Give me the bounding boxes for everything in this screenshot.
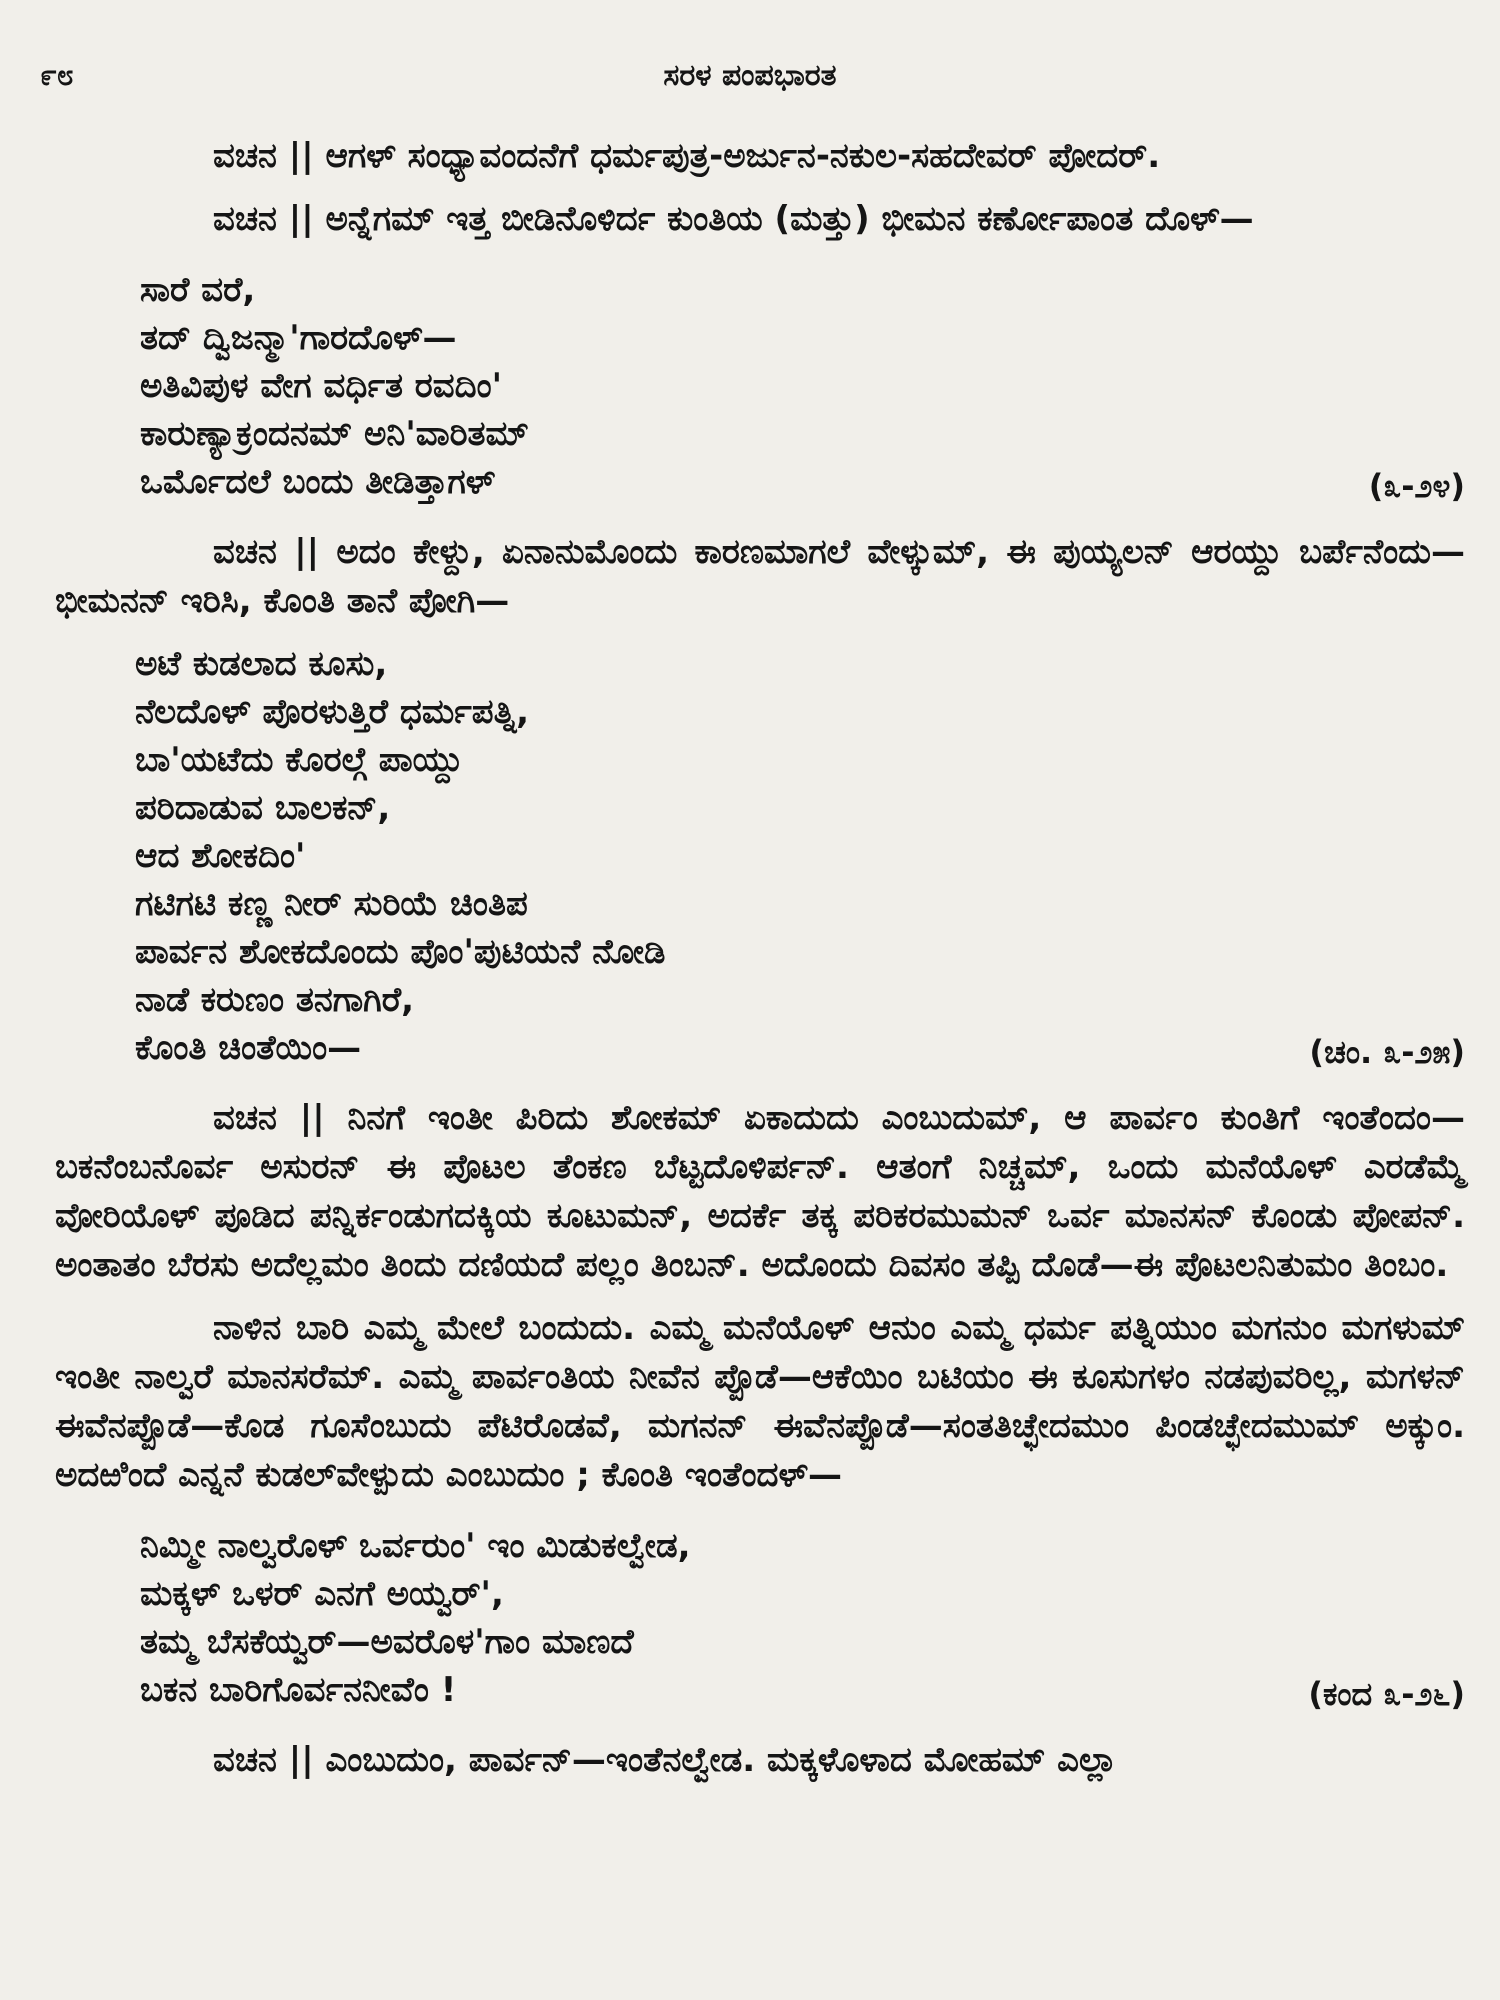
verse-line: ನಾಡೆ ಕರುಣಂ ತನಗಾಗಿರೆ,	[135, 980, 415, 1020]
verse-reference: (ಕಂದ ೩-೨೬)	[1308, 1675, 1465, 1713]
verse-line: ಕಾರುಣ್ಯಾಕ್ರಂದನಮ್ ಅನಿ'ವಾರಿತಮ್	[140, 414, 529, 454]
page-body	[55, 132, 1465, 1785]
verse-line: ಬಕನ ಬಾರಿಗೊರ್ವನನೀವೆಂ !	[140, 1670, 457, 1710]
verse-line: ಆದ ಶೋಕದಿಂ'	[135, 836, 306, 876]
verse-block-1	[55, 266, 1465, 506]
verse-reference: (ಚಂ. ೩-೨೫)	[1309, 1033, 1465, 1071]
verse-line: ಗಟಿಗಟಿ ಕಣ್ಣ ನೀರ್ ಸುರಿಯೆ ಚಿಂತಿಪ	[135, 884, 528, 924]
verse-line: ಮಕ್ಕಳ್ ಒಳರ್ ಎನಗೆ ಅಯ್ವರ್',	[140, 1574, 504, 1614]
verse-line: ಪಾರ್ವನ ಶೋಕದೊಂದು ಪೊಂ'ಪುಟಿಯನೆ ನೋಡಿ	[135, 932, 666, 972]
verse-reference: (೩-೨೪)	[1368, 467, 1465, 505]
verse-line: ಸಾರೆ ವರೆ,	[140, 270, 256, 310]
verse-line: ತಮ್ಮ ಬೆಸಕೆಯ್ವರ್—ಅವರೊಳ'ಗಾಂ ಮಾಣದೆ	[140, 1622, 634, 1662]
verse-line: ಅತಿವಿಪುಳ ವೇಗ ವರ್ಧಿತ ರವದಿಂ'	[140, 366, 503, 406]
verse-block-2	[55, 640, 1465, 1072]
prose-paragraph-6: ವಚನ || ಎಂಬುದುಂ, ಪಾರ್ವನ್—ಇಂತೆನಲ್ವೇಡ. ಮಕ್ಕಳೊಳಾದ ಮೋಹಮ್ ಎಲ್ಲಾ	[213, 1740, 1118, 1780]
prose-paragraph-3: ವಚನ || ಅದಂ ಕೇಳ್ದು, ಏನಾನುಮೊಂದು ಕಾರಣಮಾಗಲೆ ವೇಳ್ಕುಮ್, ಈ ಪುಯ್ಯಲನ್ ಆರಯ್ದು ಬರ್ಪೆನೆಂದು—ಭೀಮನನ್ ಇರಿಸಿ, ಕೊಂತಿ ತಾನೆ ಪೋಗಿ—	[55, 532, 1465, 621]
verse-line: ನೆಲದೊಳ್ ಪೊರಳುತ್ತಿರೆ ಧರ್ಮಪತ್ನಿ,	[135, 692, 530, 732]
page-number: ೯೮	[40, 58, 74, 93]
verse-line: ಪರಿದಾಡುವ ಬಾಲಕನ್,	[135, 788, 391, 828]
verse-line: ಬಾ'ಯಟೆದು ಕೊರಲ್ಗೆ ಪಾಯ್ದು	[135, 740, 463, 780]
verse-block-3	[55, 1522, 1465, 1714]
running-title: ಸರಳ ಪಂಪಭಾರತ	[663, 58, 837, 93]
verse-line: ತದ್ ದ್ವಿಜನ್ಮಾ'ಗಾರದೊಳ್—	[140, 318, 457, 358]
prose-paragraph-4: ವಚನ || ನಿನಗೆ ಇಂತೀ ಪಿರಿದು ಶೋಕಮ್ ಏಕಾದುದು ಎಂಬುದುಮ್, ಆ ಪಾರ್ವಂ ಕುಂತಿಗೆ ಇಂತೆಂದಂ—ಬಕನೆಂಬನೊರ್ವ ಅಸುರನ್ ಈ ಪೊಟಲ ತೆಂಕಣ ಬೆಟ್ಟದೊಳಿರ್ಪನ್. ಆತಂಗೆ ನಿಚ್ಚಮ್, ಒಂದು ಮನೆಯೊಳ್ ಎರಡೆಮ್ಮೆ ವೋರಿಯೊಳ್ ಪೂಡಿದ ಪನ್ನಿರ್ಕಂಡುಗದಕ್ಕಿಯ ಕೂಟುಮನ್, ಅದರ್ಕೆ ತಕ್ಕ ಪರಿಕರಮುಮನ್ ಒರ್ವ ಮಾನಸನ್ ಕೊಂಡು ಪೋಪನ್. ಅಂತಾತಂ ಬೆರಸು ಅದೆಲ್ಲಮಂ ತಿಂದು ದಣಿಯದೆ ಪಲ್ಲಂ ತಿಂಬನ್. ಅದೊಂದು ದಿವಸಂ ತಪ್ಪಿ ದೊಡೆ—ಈ ಪೊಟಲನಿತುಮಂ ತಿಂಬಂ.	[55, 1098, 1465, 1285]
page-header	[0, 58, 1500, 108]
verse-line: ಒರ್ಮೊದಲೆ ಬಂದು ತೀಡಿತ್ತಾಗಳ್	[140, 462, 496, 502]
verse-line: ಕೊಂತಿ ಚಿಂತೆಯಿಂ—	[135, 1028, 362, 1068]
prose-paragraph-1: ವಚನ || ಆಗಳ್ ಸಂಧ್ಯಾವಂದನೆಗೆ ಧರ್ಮಪುತ್ರ-ಅರ್ಜುನ-ನಕುಲ-ಸಹದೇವರ್ ಪೋದರ್.	[213, 136, 1161, 176]
verse-line: ಅಟೆ ಕುಡಲಾದ ಕೂಸು,	[135, 644, 388, 684]
prose-paragraph-5: ನಾಳಿನ ಬಾರಿ ಎಮ್ಮ ಮೇಲೆ ಬಂದುದು. ಎಮ್ಮ ಮನೆಯೊಳ್ ಆನುಂ ಎಮ್ಮ ಧರ್ಮ ಪತ್ನಿಯುಂ ಮಗನುಂ ಮಗಳುಮ್ ಇಂತೀ ನಾಲ್ವರೆ ಮಾನಸರೆಮ್. ಎಮ್ಮ ಪಾರ್ವಂತಿಯ ನೀವೆನ ಪ್ಪೊಡೆ—ಆಕೆಯಿಂ ಬಟಿಯಂ ಈ ಕೂಸುಗಳಂ ನಡಪುವರಿಲ್ಲ, ಮಗಳನ್ ಈವೆನಪ್ಪೊಡೆ—ಕೊಡ ಗೂಸೆಂಬುದು ಪೆಟಿರೊಡವೆ, ಮಗನನ್ ಈವೆನಪ್ಪೊಡೆ—ಸಂತತಿಚ್ಛೇದಮುಂ ಪಿಂಡಚ್ಛೇದಮುಮ್ ಅಕ್ಕುಂ. ಅದಱಿಂದೆ ಎನ್ನನೆ ಕುಡಲ್‌ವೇಳ್ಪುದು ಎಂಬುದುಂ ; ಕೊಂತಿ ಇಂತೆಂದಳ್—	[55, 1308, 1465, 1495]
verse-line: ನಿಮ್ಮೀ ನಾಲ್ವರೊಳ್ ಒರ್ವರುಂ' ಇಂ ಮಿಡುಕಲ್ವೇಡ,	[140, 1526, 691, 1566]
prose-paragraph-2: ವಚನ || ಅನ್ನೆಗಮ್ ಇತ್ತ ಬೀಡಿನೊಳಿರ್ದ ಕುಂತಿಯ (ಮತ್ತು) ಭೀಮನ ಕರ್ಣೋಪಾಂತ ದೊಳ್—	[213, 199, 1254, 239]
